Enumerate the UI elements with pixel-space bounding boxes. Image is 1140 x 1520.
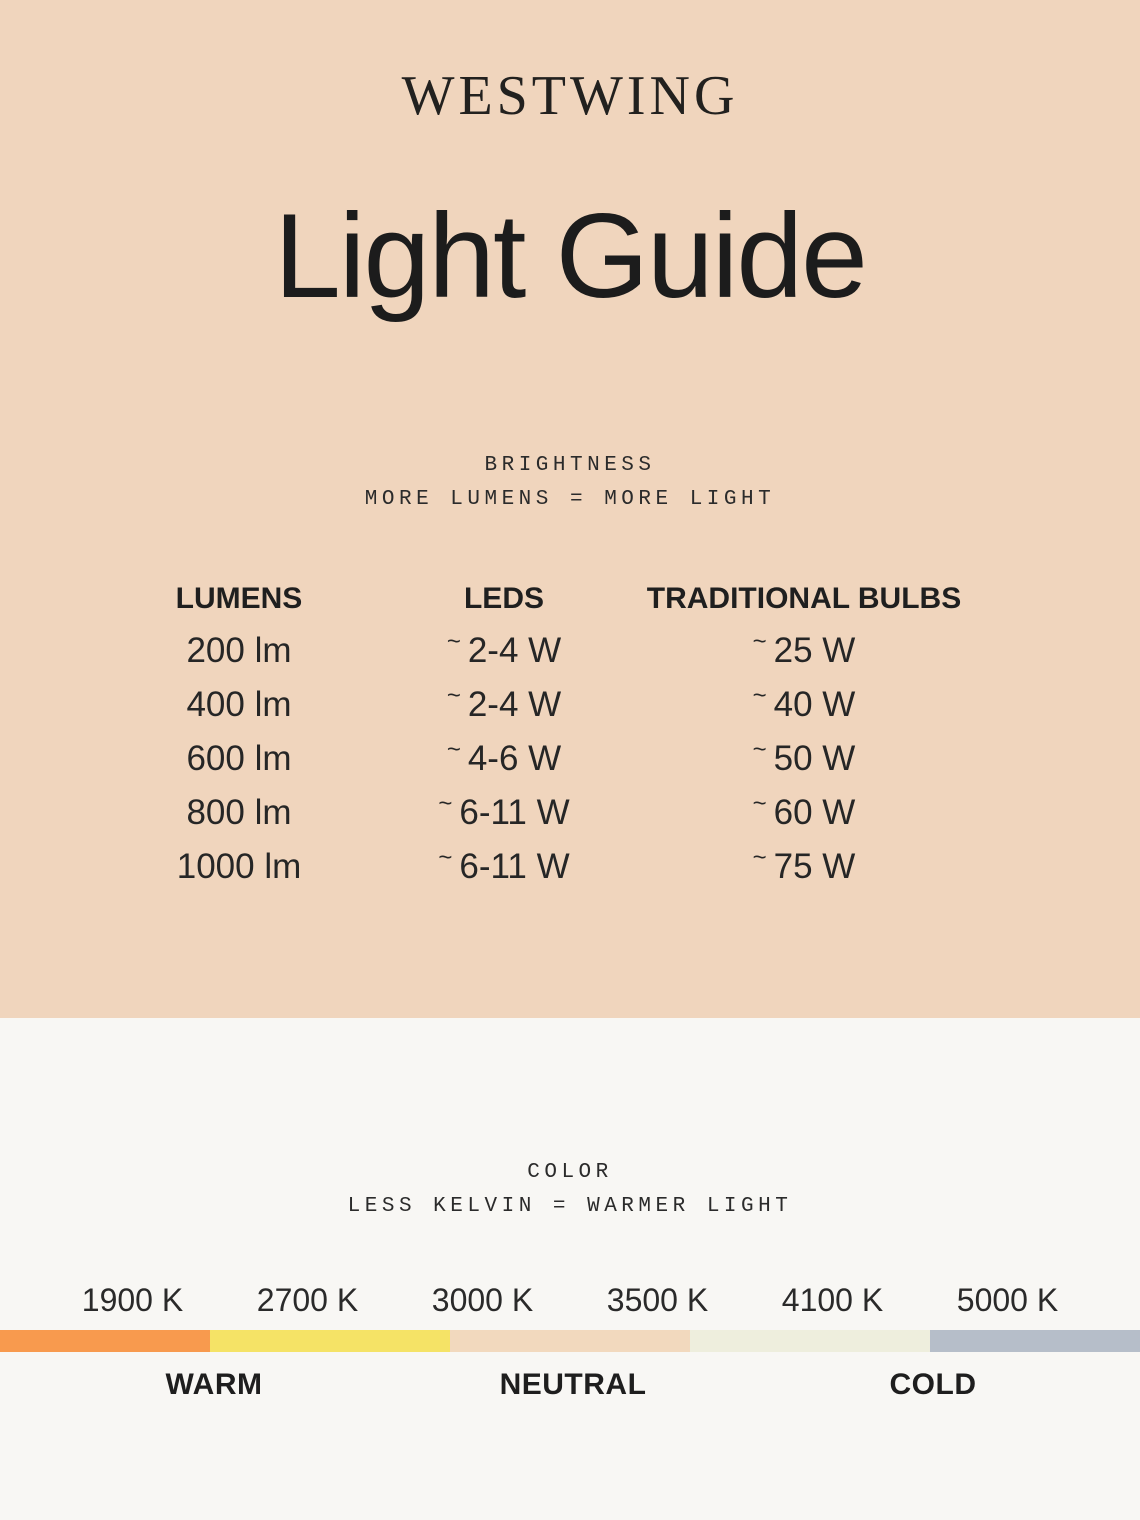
color-temperature-section (0, 1018, 1140, 1520)
scale-segment-neutral-cream (690, 1330, 930, 1352)
table-cell-traditional (669, 732, 939, 786)
column-header-traditional-bulbs: TRADITIONAL BULBS (646, 582, 962, 615)
table-cell-traditional-value: 75 W (773, 847, 856, 886)
approx-symbol: ~ (752, 790, 767, 817)
table-cell-leds (339, 732, 669, 786)
table-cell-lumens: 400 lm (186, 685, 292, 724)
kelvin-label-1900k: 1900 K (81, 1282, 184, 1318)
approx-symbol: ~ (446, 736, 461, 763)
table-cell-traditional (669, 624, 939, 678)
table-cell-leds (339, 840, 669, 894)
kelvin-label-3500k: 3500 K (606, 1282, 709, 1318)
column-header-lumens: LUMENS (175, 582, 303, 615)
color-subheading: LESS KELVIN = WARMER LIGHT (347, 1195, 793, 1218)
brightness-heading: BRIGHTNESS (484, 454, 656, 477)
scale-segment-neutral-peach (450, 1330, 690, 1352)
table-cell-lumens: 800 lm (186, 793, 292, 832)
scale-segment-warm-yellow (210, 1330, 450, 1352)
approx-symbol: ~ (752, 682, 767, 709)
approx-symbol: ~ (752, 844, 767, 871)
approx-symbol: ~ (438, 844, 453, 871)
table-cell-leds-value: 2-4 W (467, 631, 562, 670)
table-cell-leds-value: 6-11 W (459, 793, 570, 832)
temperature-label-neutral: NEUTRAL (499, 1368, 647, 1401)
approx-symbol: ~ (752, 736, 767, 763)
brightness-heading-block (0, 449, 1140, 517)
table-cell-leds-value: 6-11 W (459, 847, 570, 886)
page-title: Light Guide (274, 189, 866, 323)
table-cell-traditional (669, 786, 939, 840)
approx-symbol: ~ (438, 790, 453, 817)
kelvin-label-4100k: 4100 K (781, 1282, 884, 1318)
kelvin-label-2700k: 2700 K (256, 1282, 359, 1318)
table-cell-leds (339, 678, 669, 732)
table-cell-lumens: 600 lm (186, 739, 292, 778)
temperature-label-cold: COLD (889, 1368, 977, 1401)
table-cell-lumens: 200 lm (186, 631, 292, 670)
table-cell-traditional (669, 678, 939, 732)
scale-segment-cold-bluegray (930, 1330, 1140, 1352)
kelvin-labels-row (45, 1282, 1095, 1319)
table-cell-leds (339, 786, 669, 840)
westwing-logo: WESTWING (401, 65, 739, 127)
approx-symbol: ~ (446, 628, 461, 655)
color-heading: COLOR (527, 1161, 613, 1184)
table-cell-lumens: 1000 lm (176, 847, 302, 886)
table-cell-leds (339, 624, 669, 678)
kelvin-label-3000k: 3000 K (431, 1282, 534, 1318)
table-cell-traditional-value: 60 W (773, 793, 856, 832)
kelvin-label-5000k: 5000 K (956, 1282, 1059, 1318)
lumens-conversion-table (139, 570, 962, 894)
approx-symbol: ~ (446, 682, 461, 709)
table-cell-traditional-value: 40 W (773, 685, 856, 724)
color-temperature-scale-bar (0, 1330, 1140, 1352)
brightness-subheading: MORE LUMENS = MORE LIGHT (364, 488, 776, 511)
table-cell-traditional-value: 25 W (773, 631, 856, 670)
approx-symbol: ~ (752, 628, 767, 655)
column-header-leds: LEDS (463, 582, 544, 615)
table-cell-leds-value: 2-4 W (467, 685, 562, 724)
temperature-label-warm: WARM (165, 1368, 263, 1401)
table-cell-traditional (669, 840, 939, 894)
table-cell-traditional-value: 50 W (773, 739, 856, 778)
scale-segment-warm-orange (0, 1330, 210, 1352)
table-cell-leds-value: 4-6 W (467, 739, 562, 778)
color-heading-block (0, 1156, 1140, 1224)
